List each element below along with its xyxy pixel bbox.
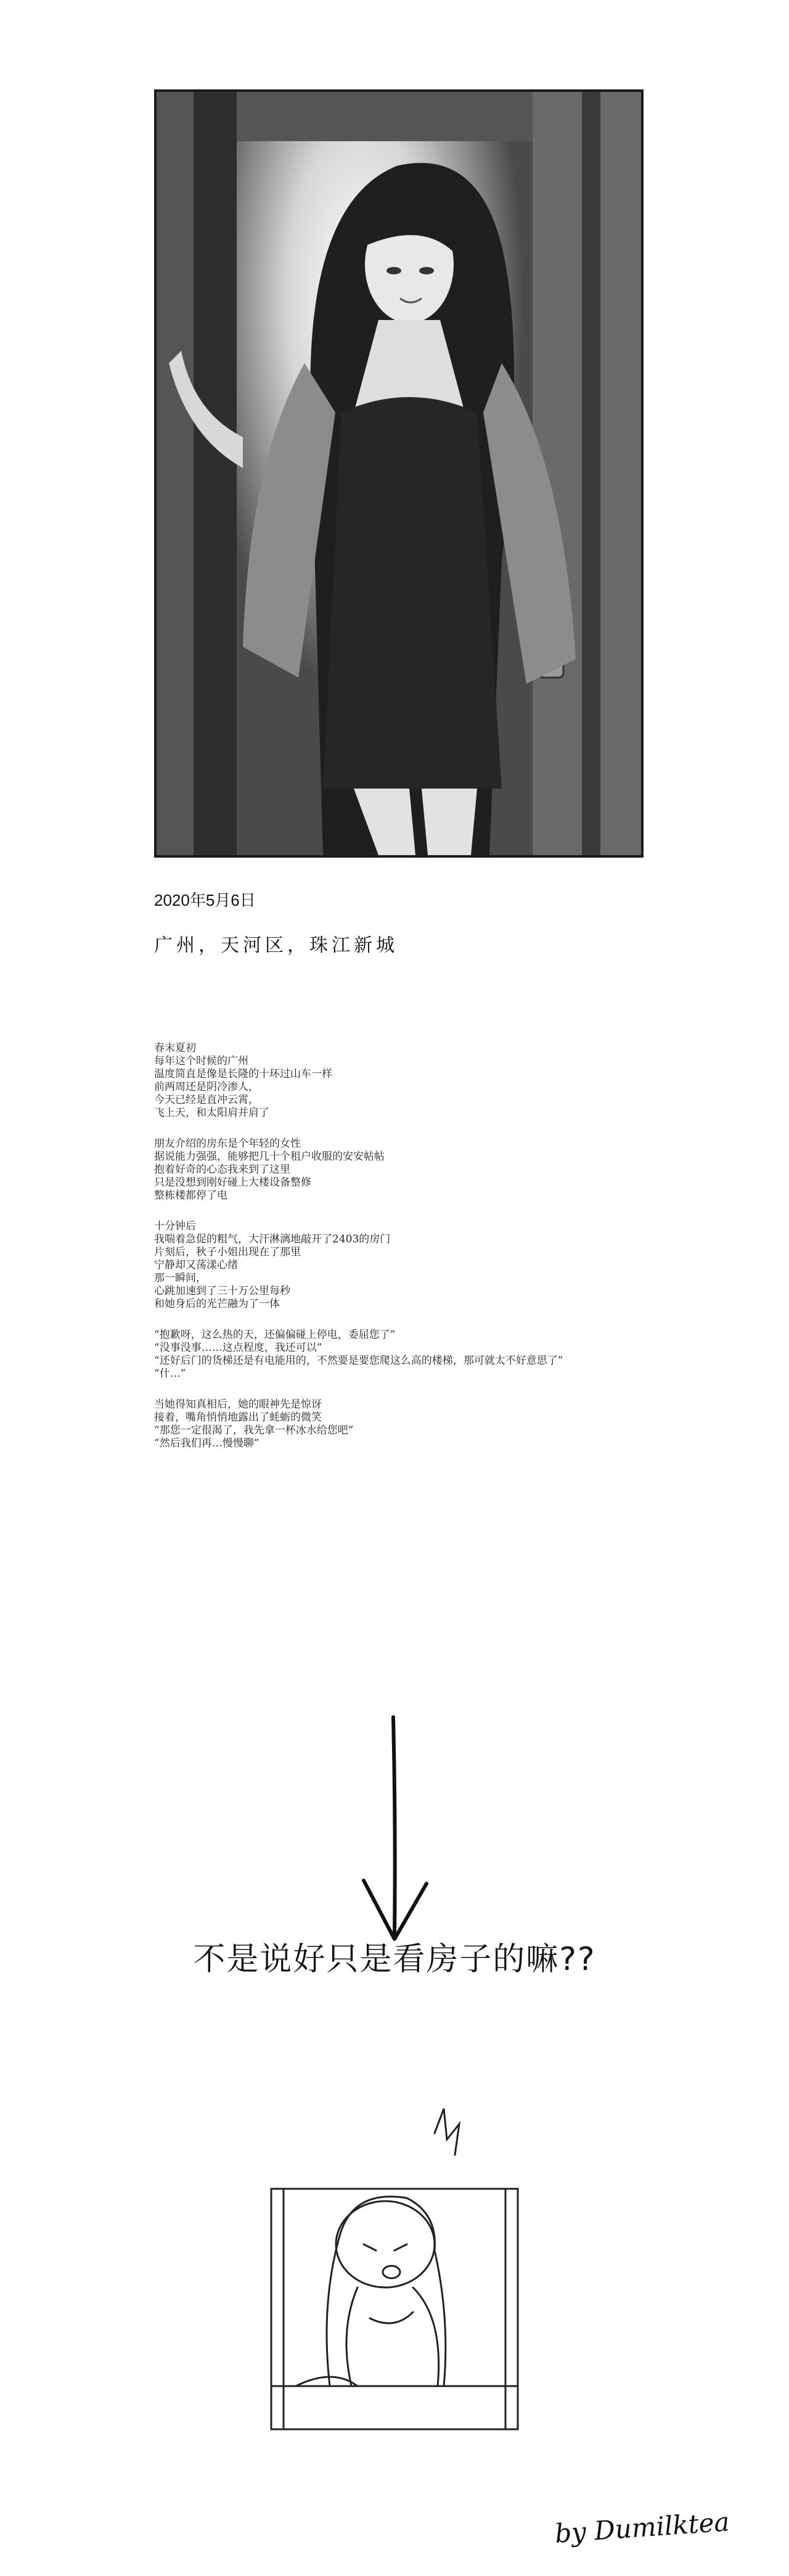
story-text [154,1042,758,1468]
paragraph-5 [154,1398,758,1450]
paragraph-2 [154,1138,758,1202]
sketch-illustration [259,2096,530,2442]
paragraph-3 [154,1220,758,1311]
story-line: 整栋楼都停了电 [154,1189,227,1202]
story-line: 朋友介绍的房东是个年轻的女性 [154,1138,301,1150]
story-line: 接着，嘴角悄悄地露出了蚝蛎的微笑 [154,1411,322,1424]
story-line: 和她身后的光芒融为了一体 [154,1298,280,1310]
story-line: 十分钟后 [154,1220,196,1233]
story-line: “抱歉呀，这么热的天，还偏偏碰上停电，委屈您了” [154,1329,396,1341]
story-line: “什…” [154,1368,186,1380]
paragraph-4 [154,1329,758,1380]
story-line: “没事没事……这点程度，我还可以” [154,1342,322,1354]
illustration [157,92,641,855]
paragraph-1 [154,1042,758,1120]
story-line: 春末夏初 [154,1042,196,1054]
story-line: 当她得知真相后，她的眼神先是惊讶 [154,1398,322,1411]
story-line: 那一瞬间， [154,1272,206,1284]
story-line: 心跳加速到了三十万公里每秒 [154,1285,290,1297]
story-line: 片刻后，秋子小姐出现在了那里 [154,1246,301,1258]
caption-text: 不是说好只是看房子的嘛?? [193,1941,596,1978]
story-line: 飞上天，和太阳肩并肩了 [154,1107,269,1119]
story-line: 今天已经是直冲云霄， [154,1094,259,1106]
story-line: “还好后门的货梯还是有电能用的，不然要是要您爬这么高的楼梯，那可就太不好意思了” [154,1355,563,1367]
arrow-down-icon [358,1714,431,1948]
story-line: 据说能力强强，能够把几十个租户收服的安安帖帖 [154,1151,385,1163]
story-line: 我喘着急促的粗气，大汗淋漓地敲开了2403的房门 [154,1233,391,1245]
story-line: 温度简直是像是长隆的十环过山车一样 [154,1068,332,1080]
story-line: “那您一定很渴了，我先拿一杯冰水给您吧” [154,1424,354,1437]
story-line: 前两周还是阴冷渗人， [154,1081,259,1093]
story-line: 宁静却又荡漾心绪 [154,1259,238,1271]
location-label: 广州，天河区，珠江新城 [154,935,398,956]
story-line: 抱着好奇的心态我来到了这里 [154,1163,290,1176]
date-label: 2020年5月6日 [154,891,256,909]
signature-text: by Dumilktea [554,2506,730,2549]
story-line: 只是没想到刚好碰上大楼设备整修 [154,1176,311,1189]
story-line: 每年这个时候的广州 [154,1055,248,1067]
manga-panel [154,89,644,858]
story-line: ”然后我们再…慢慢聊” [154,1437,260,1450]
